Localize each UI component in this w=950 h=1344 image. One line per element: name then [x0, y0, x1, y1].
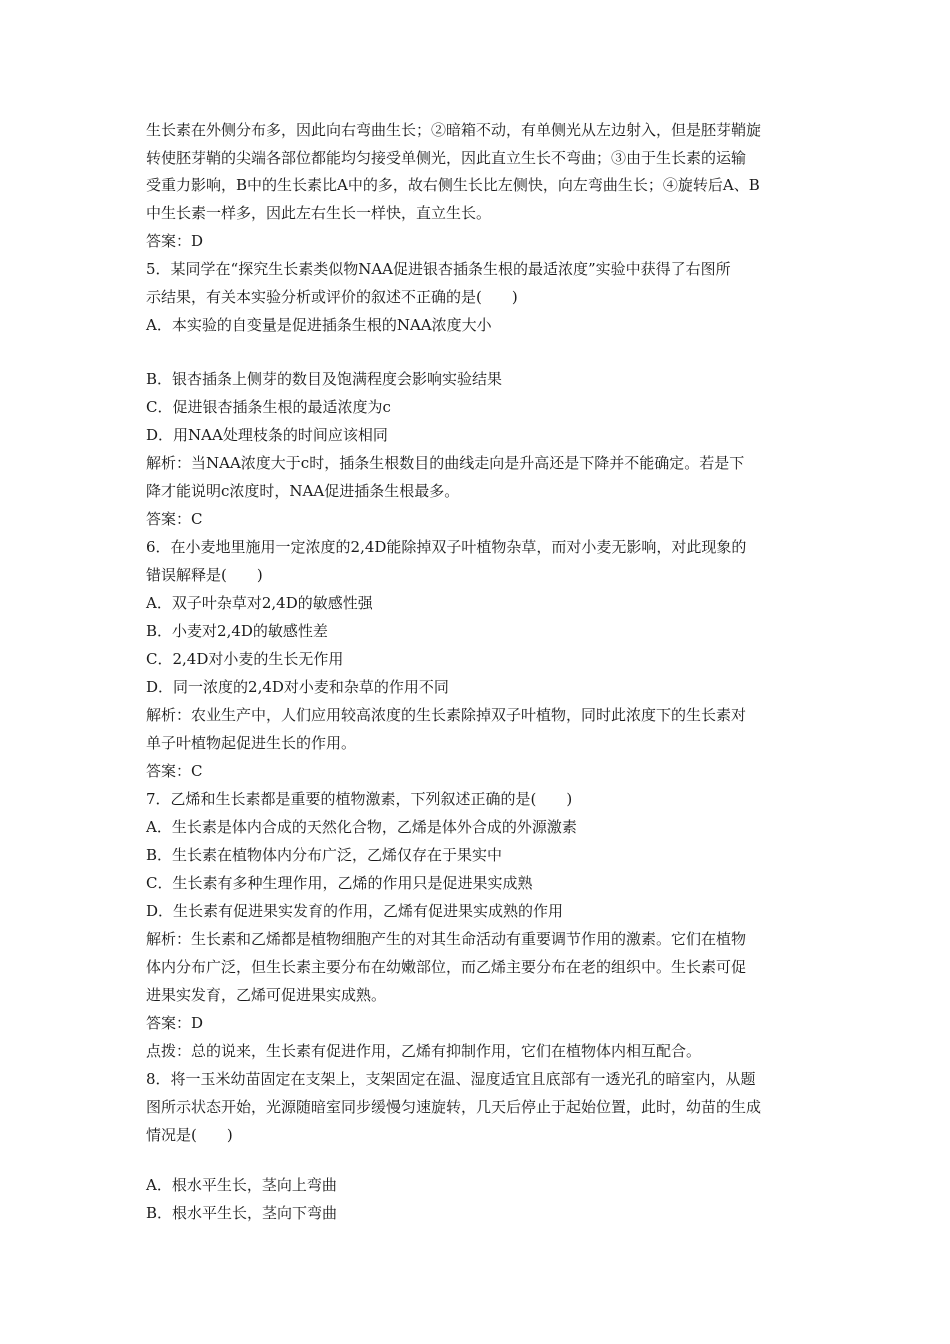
- analysis-line: 解析：当NAA浓度大于c时，插条生根数目的曲线走向是升高还是下降并不能确定。若是下: [146, 454, 745, 472]
- answer-line: 答案：C: [146, 762, 203, 780]
- question-8-stem: 图所示状态开始，光源随暗室同步缓慢匀速旋转，几天后停止于起始位置，此时，幼苗的生成: [146, 1098, 762, 1116]
- option-a: A．双子叶杂草对2,4D的敏感性强: [146, 594, 373, 612]
- option-b: B．根水平生长，茎向下弯曲: [146, 1204, 338, 1222]
- option-b: B．银杏插条上侧芽的数目及饱满程度会影响实验结果: [146, 370, 503, 388]
- answer-line: 答案：C: [146, 510, 203, 528]
- question-8-stem: 8．将一玉米幼苗固定在支架上，支架固定在温、湿度适宜且底部有一透光孔的暗室内，从题: [146, 1070, 756, 1088]
- option-a: A．生长素是体内合成的天然化合物，乙烯是体外合成的外源激素: [146, 818, 577, 836]
- option-b: B．生长素在植物体内分布广泛，乙烯仅存在于果实中: [146, 846, 503, 864]
- question-6-stem: 错误解释是( ): [146, 566, 263, 584]
- answer-line: 答案：D: [146, 1014, 204, 1032]
- analysis-line: 降才能说明c浓度时，NAA促进插条生根最多。: [146, 482, 460, 500]
- option-a: A．根水平生长，茎向上弯曲: [146, 1176, 337, 1194]
- option-c: C．2,4D对小麦的生长无作用: [146, 650, 344, 668]
- analysis-line: 解析：农业生产中，人们应用较高浓度的生长素除掉双子叶植物，同时此浓度下的生长素对: [146, 706, 747, 724]
- option-c: C．促进银杏插条生根的最适浓度为c: [146, 398, 391, 416]
- question-5-stem: 示结果，有关本实验分析或评价的叙述不正确的是( ): [146, 288, 518, 306]
- text-line: 中生长素一样多，因此左右生长一样快，直立生长。: [146, 204, 492, 222]
- tip-line: 点拨：总的说来，生长素有促进作用，乙烯有抑制作用，它们在植物体内相互配合。: [146, 1042, 702, 1060]
- analysis-line: 进果实发育，乙烯可促进果实成熟。: [146, 986, 387, 1004]
- text-line: 受重力影响，B中的生长素比A中的多，故右侧生长比左侧快，向左弯曲生长；④旋转后A、B: [146, 176, 760, 194]
- option-d: D．同一浓度的2,4D对小麦和杂草的作用不同: [146, 678, 449, 696]
- option-b: B．小麦对2,4D的敏感性差: [146, 622, 328, 640]
- analysis-line: 体内分布广泛，但生长素主要分布在幼嫩部位，而乙烯主要分布在老的组织中。生长素可促: [146, 958, 747, 976]
- question-8-stem: 情况是( ): [146, 1126, 233, 1144]
- text-line: 转使胚芽鞘的尖端各部位都能均匀接受单侧光，因此直立生长不弯曲；③由于生长素的运输: [146, 149, 747, 167]
- question-5-stem: 5．某同学在“探究生长素类似物NAA促进银杏插条生根的最适浓度”实验中获得了右图所: [146, 260, 731, 278]
- option-c: C．生长素有多种生理作用，乙烯的作用只是促进果实成熟: [146, 874, 533, 892]
- analysis-line: 单子叶植物起促进生长的作用。: [146, 734, 357, 752]
- question-6-stem: 6．在小麦地里施用一定浓度的2,4D能除掉双子叶植物杂草，而对小麦无影响，对此现象的: [146, 538, 747, 556]
- option-d: D．生长素有促进果实发育的作用，乙烯有促进果实成熟的作用: [146, 902, 564, 920]
- analysis-line: 解析：生长素和乙烯都是植物细胞产生的对其生命活动有重要调节作用的激素。它们在植物: [146, 930, 747, 948]
- option-d: D．用NAA处理枝条的时间应该相同: [146, 426, 388, 444]
- question-7-stem: 7．乙烯和生长素都是重要的植物激素，下列叙述正确的是( ): [146, 790, 573, 808]
- answer-line: 答案：D: [146, 232, 204, 250]
- text-line: 生长素在外侧分布多，因此向右弯曲生长；②暗箱不动，有单侧光从左边射入，但是胚芽鞘旋: [146, 121, 762, 139]
- option-a: A．本实验的自变量是促进插条生根的NAA浓度大小: [146, 316, 492, 334]
